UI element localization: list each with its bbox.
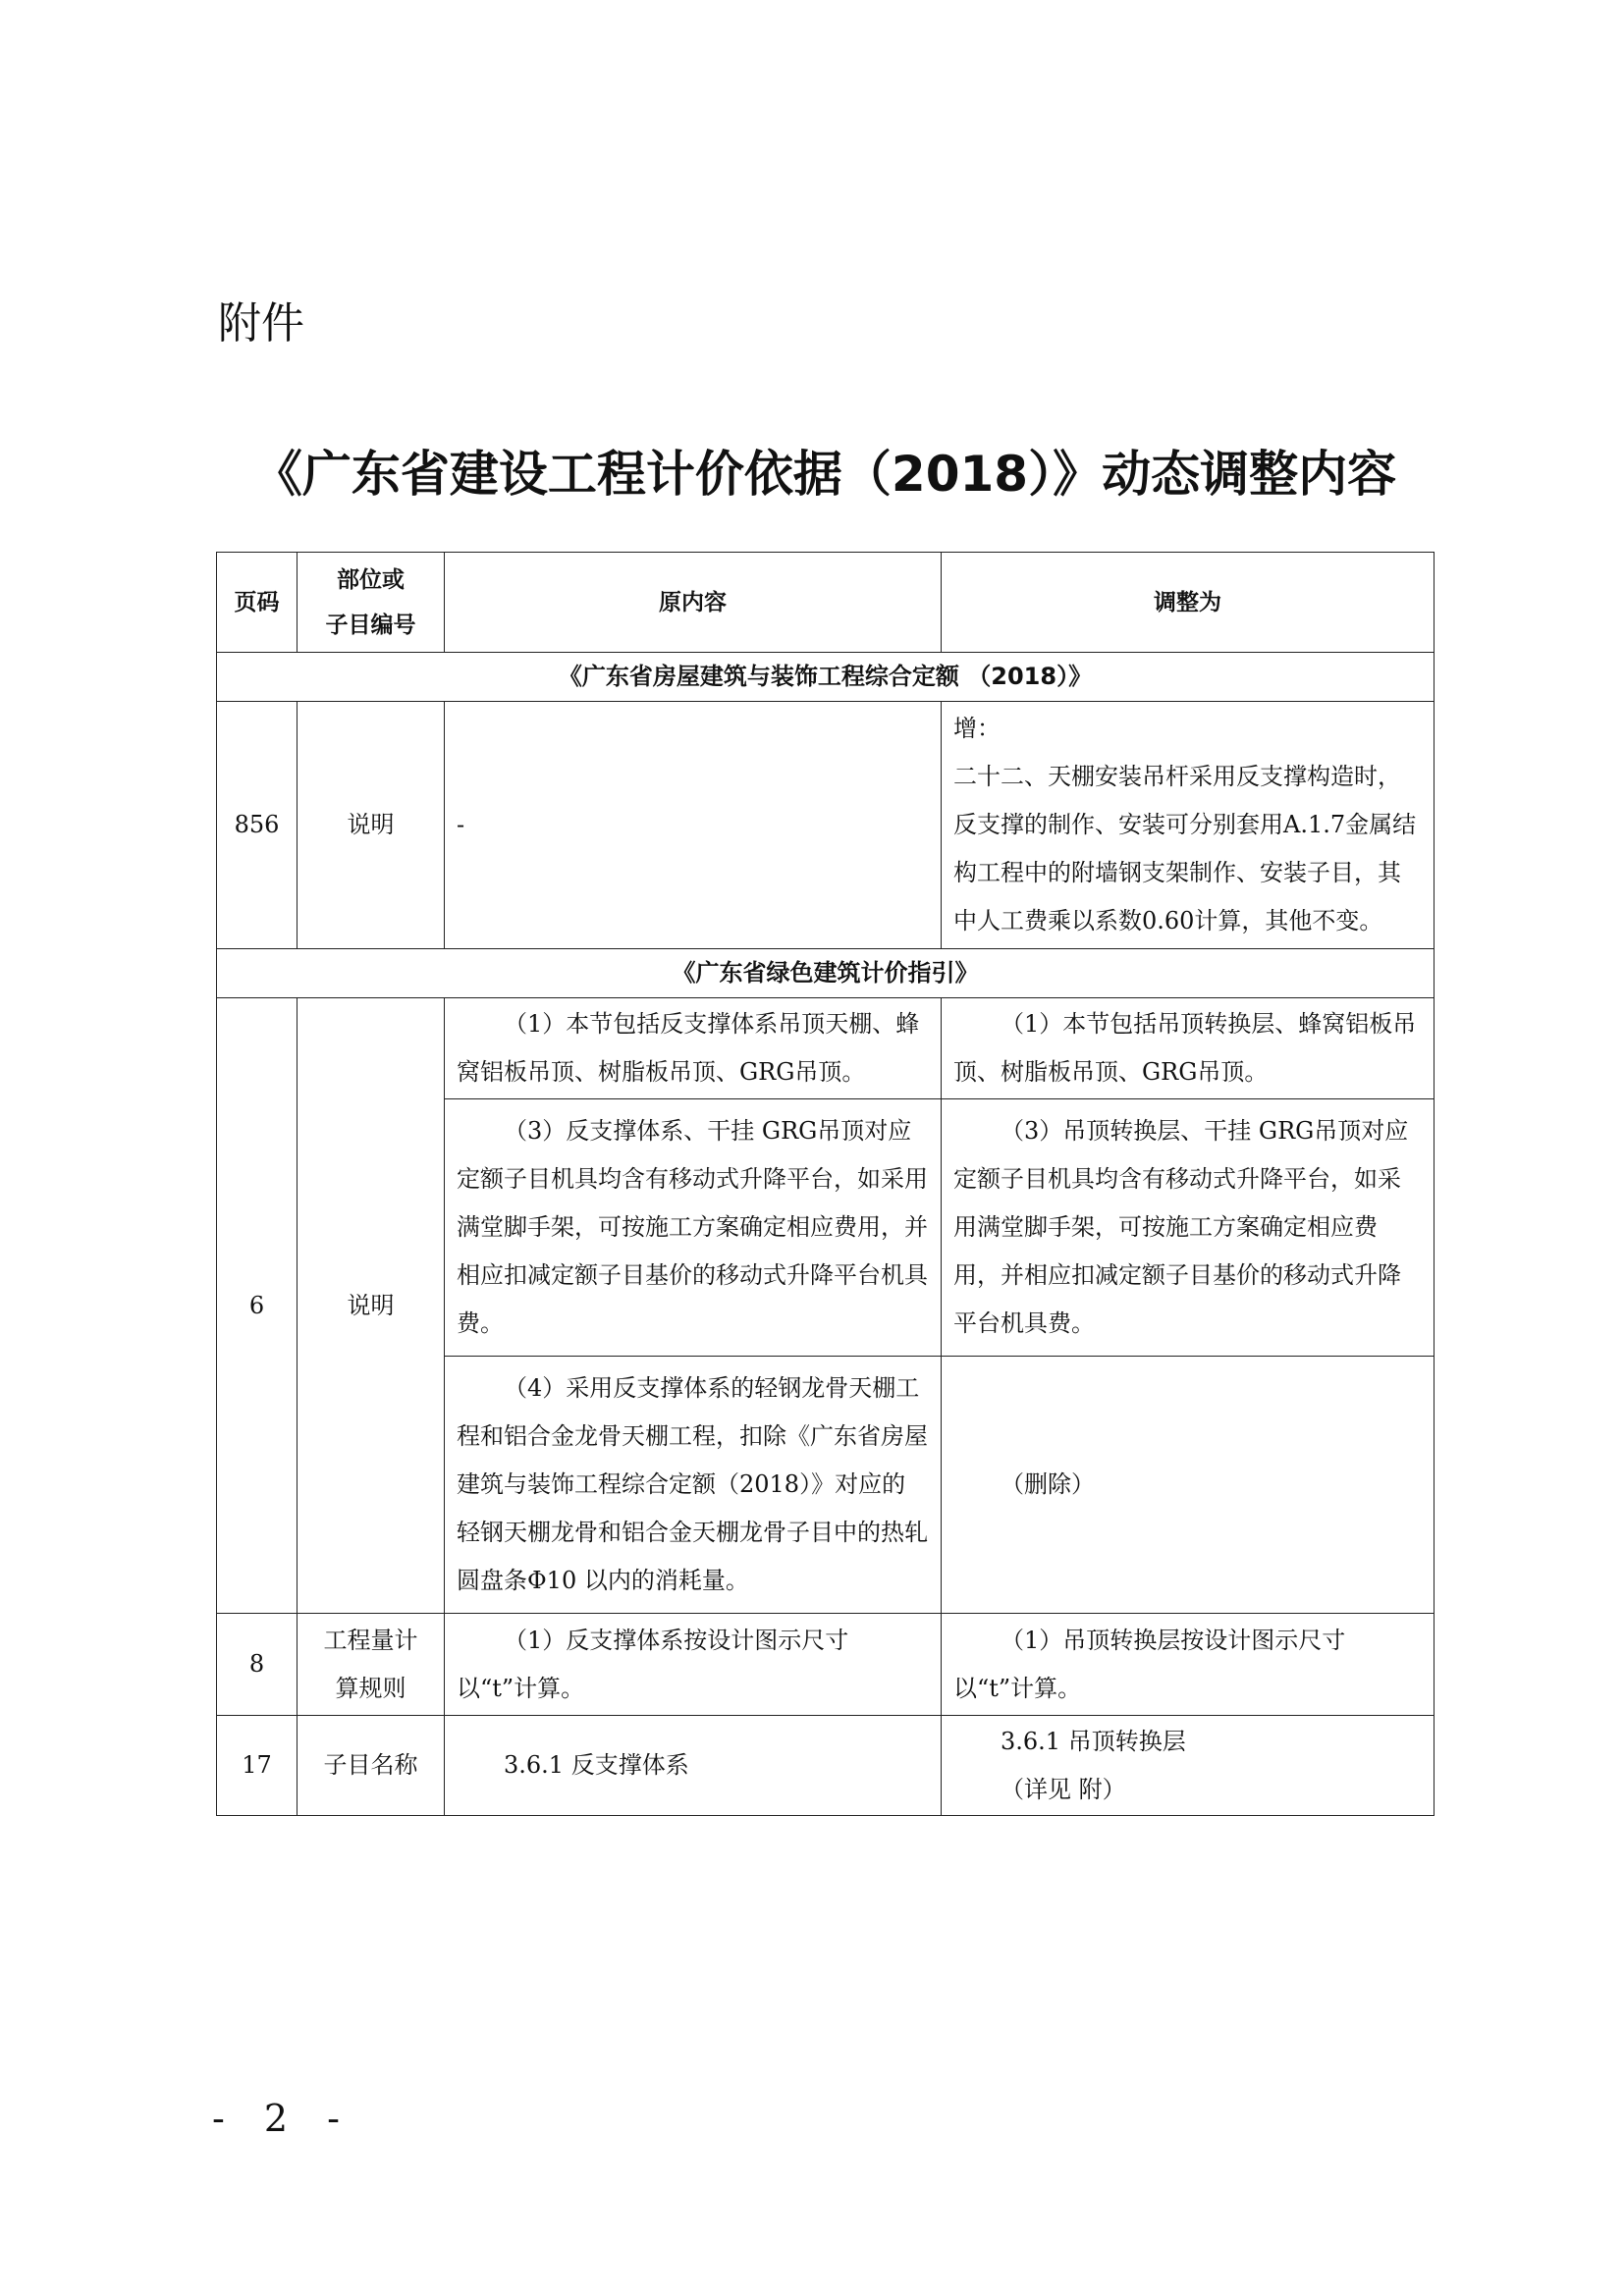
row1-adjusted-head: 增： xyxy=(953,715,1001,742)
table-row xyxy=(217,1716,1435,1816)
row2-original-1: （1）本节包括反支撑体系吊顶天棚、蜂窝铝板吊顶、树脂板吊顶、GRG吊顶。 xyxy=(445,998,942,1099)
row2-adjusted-2: （3）吊顶转换层、干挂 GRG吊顶对应定额子目机具均含有移动式升降平台，如采用满堂脚手架，可按施工方案确定相应费用，并相应扣减定额子目基价的移动式升降平台机具费。 xyxy=(942,1099,1435,1357)
header-part xyxy=(298,553,445,653)
row4-original: 3.6.1 反支撑体系 xyxy=(445,1716,942,1816)
row4-page: 17 xyxy=(217,1716,298,1816)
page-number: - 2 - xyxy=(212,2097,354,2140)
row2-page: 6 xyxy=(217,998,298,1614)
adjustment-table xyxy=(216,552,1435,1816)
row1-adjusted-body: 二十二、天棚安装吊杆采用反支撑构造时，反支撑的制作、安装可分别套用A.1.7金属结构工程中的附墙钢支架制作、安装子目，其中人工费乘以系数0.60计算，其他不变。 xyxy=(953,763,1417,934)
row3-part xyxy=(298,1614,445,1716)
row4-part: 子目名称 xyxy=(298,1716,445,1816)
row2-adjusted-3: （删除） xyxy=(942,1357,1435,1614)
header-original: 原内容 xyxy=(445,553,942,653)
row1-original: - xyxy=(445,702,942,949)
row1-part: 说明 xyxy=(298,702,445,949)
row3-adjusted: （1）吊顶转换层按设计图示尺寸以“t”计算。 xyxy=(942,1614,1435,1716)
row1-page: 856 xyxy=(217,702,298,949)
section-title-1: 《广东省房屋建筑与装饰工程综合定额 （2018）》 xyxy=(217,653,1435,702)
row2-original-2: （3）反支撑体系、干挂 GRG吊顶对应定额子目机具均含有移动式升降平台，如采用满堂脚手架，可按施工方案确定相应费用，并相应扣减定额子目基价的移动式升降平台机具费。 xyxy=(445,1099,942,1357)
document-title: 《广东省建设工程计价依据（2018）》动态调整内容 xyxy=(252,446,1397,503)
row3-part-line1: 工程量计 xyxy=(323,1626,418,1654)
table-row xyxy=(217,998,1435,1099)
row3-original: （1）反支撑体系按设计图示尺寸以“t”计算。 xyxy=(445,1614,942,1716)
row2-original-3: （4）采用反支撑体系的轻钢龙骨天棚工程和铝合金龙骨天棚工程，扣除《广东省房屋建筑与装饰工程综合定额（2018）》对应的轻钢天棚龙骨和铝合金天棚龙骨子目中的热轧圆盘条Φ10 以内的消耗量。 xyxy=(445,1357,942,1614)
header-part-line2: 子目编号 xyxy=(325,612,416,638)
header-part-line1: 部位或 xyxy=(337,566,405,593)
header-adjusted: 调整为 xyxy=(942,553,1435,653)
section-row-1 xyxy=(217,653,1435,702)
row4-adjusted-line1: 3.6.1 吊顶转换层 xyxy=(1001,1727,1186,1755)
section-row-2 xyxy=(217,949,1435,998)
table-row xyxy=(217,1614,1435,1716)
row4-adjusted xyxy=(942,1716,1435,1816)
attachment-label: 附件 xyxy=(218,298,304,348)
row1-adjusted xyxy=(942,702,1435,949)
row3-part-line2: 算规则 xyxy=(335,1674,406,1702)
row3-page: 8 xyxy=(217,1614,298,1716)
row4-adjusted-line2: （详见 附） xyxy=(1001,1775,1126,1803)
row2-adjusted-1: （1）本节包括吊顶转换层、蜂窝铝板吊顶、树脂板吊顶、GRG吊顶。 xyxy=(942,998,1435,1099)
section-title-2: 《广东省绿色建筑计价指引》 xyxy=(217,949,1435,998)
header-page: 页码 xyxy=(217,553,298,653)
table-header-row xyxy=(217,553,1435,653)
row2-part: 说明 xyxy=(298,998,445,1614)
table-row xyxy=(217,702,1435,949)
